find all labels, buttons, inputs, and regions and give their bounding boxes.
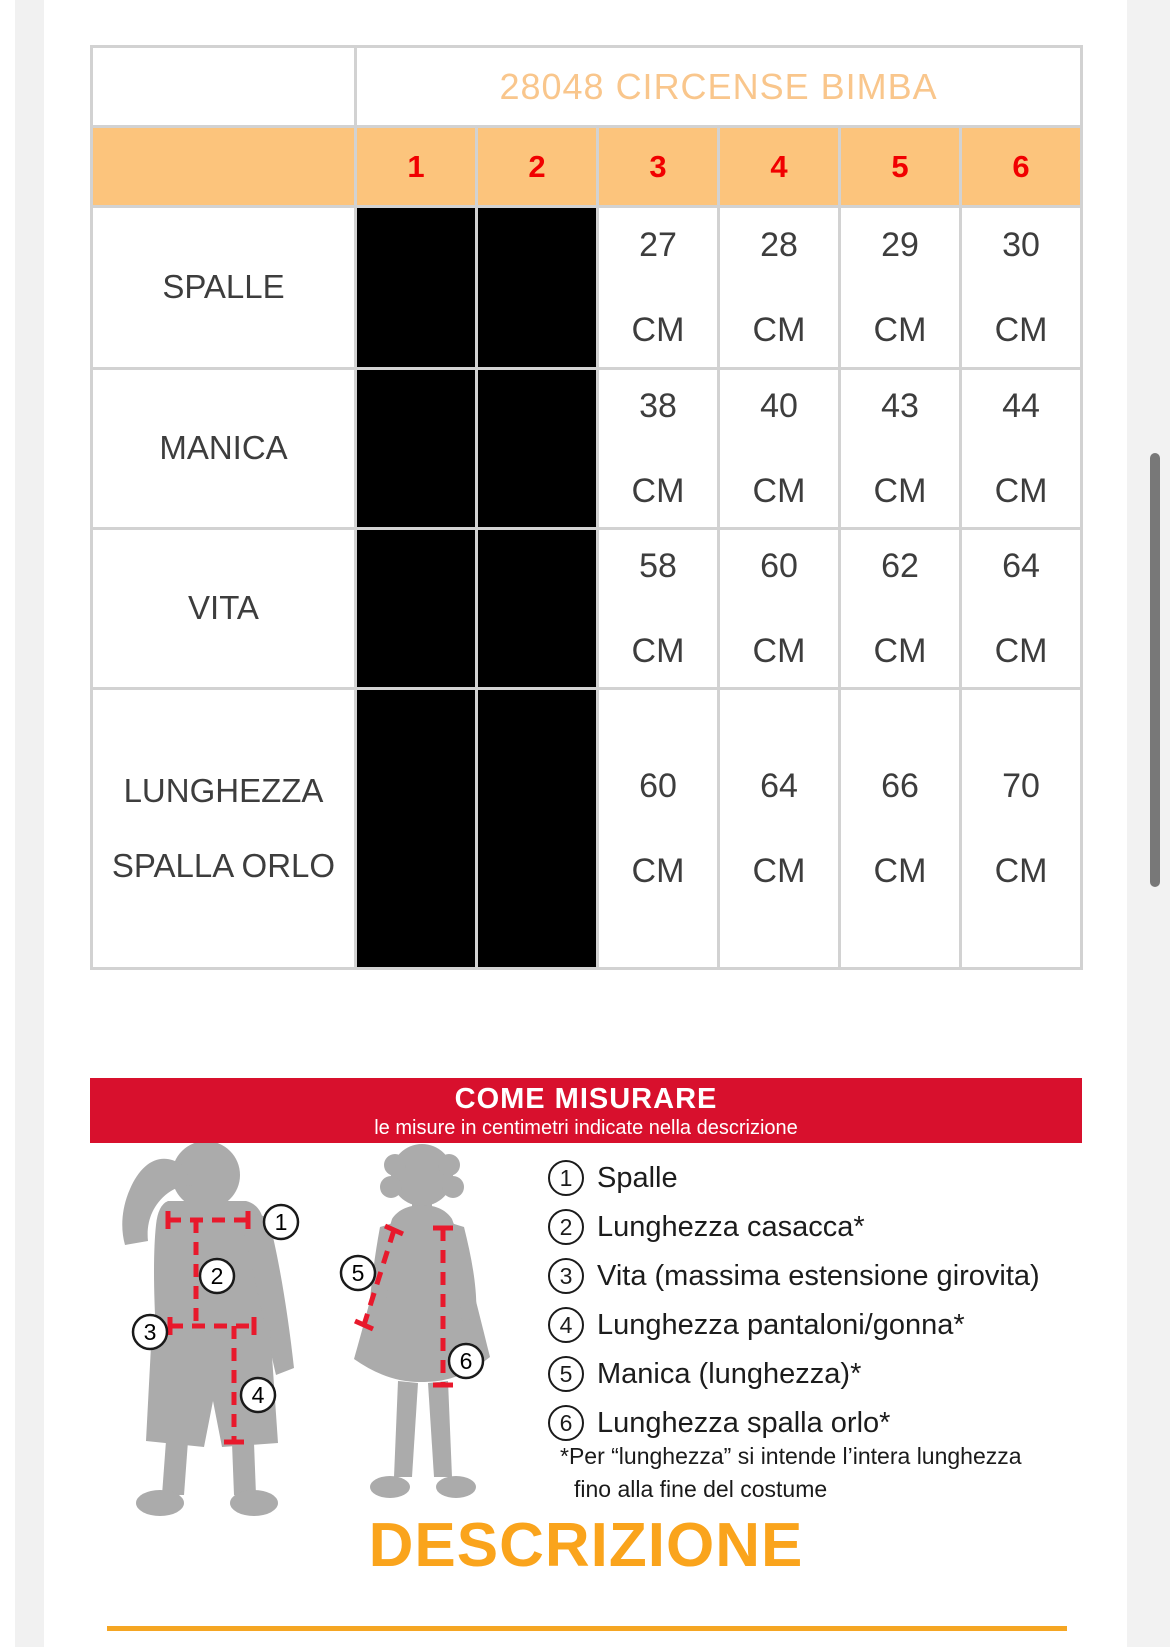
legend-item-label: Spalle bbox=[597, 1161, 678, 1194]
legend-number-badge: 4 bbox=[548, 1307, 584, 1343]
measurement-cell: 28 CM bbox=[719, 207, 840, 369]
measurement-row bbox=[92, 529, 1082, 689]
unavailable-size-cell bbox=[477, 369, 598, 529]
row-label: VITA bbox=[92, 529, 356, 689]
legend-item-label: Vita (massima estensione girovita) bbox=[597, 1259, 1040, 1292]
measurement-cell: 27 CM bbox=[598, 207, 719, 369]
row-label: LUNGHEZZA SPALLA ORLO bbox=[92, 689, 356, 969]
orange-divider bbox=[107, 1626, 1067, 1631]
legend-number-badge: 6 bbox=[548, 1405, 584, 1441]
footnote-line-2: fino alla fine del costume bbox=[574, 1476, 828, 1503]
table-title-row bbox=[92, 47, 1082, 127]
empty-size-label-cell bbox=[92, 127, 356, 207]
empty-corner-cell bbox=[92, 47, 356, 127]
marker-4: 4 bbox=[251, 1382, 265, 1408]
measurement-cell: 60 CM bbox=[719, 529, 840, 689]
measurement-cell: 64 CM bbox=[719, 689, 840, 969]
measurement-cell: 66 CM bbox=[840, 689, 961, 969]
measure-legend-list bbox=[548, 1160, 1040, 1454]
scrollbar-track[interactable] bbox=[1127, 0, 1170, 1647]
measure-legend-item bbox=[548, 1307, 1040, 1343]
legend-number-badge: 5 bbox=[548, 1356, 584, 1392]
measurement-cell: 40 CM bbox=[719, 369, 840, 529]
measurement-cell: 58 CM bbox=[598, 529, 719, 689]
size-column-header: 5 bbox=[840, 127, 961, 207]
marker-2: 2 bbox=[210, 1263, 224, 1289]
unavailable-size-cell bbox=[477, 529, 598, 689]
marker-6: 6 bbox=[459, 1348, 473, 1374]
legend-item-label: Lunghezza spalla orlo* bbox=[597, 1406, 891, 1439]
measurement-cell: 29 CM bbox=[840, 207, 961, 369]
size-chart-table bbox=[90, 45, 1083, 970]
window-left-edge bbox=[15, 0, 44, 1647]
measure-legend-item bbox=[548, 1209, 1040, 1245]
marker-3: 3 bbox=[143, 1319, 157, 1345]
unavailable-size-cell bbox=[356, 369, 477, 529]
size-column-header: 4 bbox=[719, 127, 840, 207]
banner-title: COME MISURARE bbox=[454, 1083, 718, 1115]
product-title: 28048 CIRCENSE BIMBA bbox=[356, 47, 1082, 127]
measurement-cell: 38 CM bbox=[598, 369, 719, 529]
measurement-cell: 64 CM bbox=[961, 529, 1082, 689]
measurement-row bbox=[92, 369, 1082, 529]
description-heading: DESCRIZIONE bbox=[368, 1511, 804, 1580]
measurement-diagram bbox=[92, 1143, 522, 1533]
measurement-row bbox=[92, 207, 1082, 369]
size-header-row bbox=[92, 127, 1082, 207]
come-misurare-banner bbox=[90, 1078, 1082, 1143]
size-column-header: 3 bbox=[598, 127, 719, 207]
legend-item-label: Lunghezza casacca* bbox=[597, 1210, 865, 1243]
row-label: SPALLE bbox=[92, 207, 356, 369]
measurement-cell: 60 CM bbox=[598, 689, 719, 969]
unavailable-size-cell bbox=[356, 207, 477, 369]
unavailable-size-cell bbox=[356, 529, 477, 689]
legend-item-label: Manica (lunghezza)* bbox=[597, 1357, 862, 1390]
measure-legend-item bbox=[548, 1405, 1040, 1441]
girl-silhouette bbox=[351, 1144, 490, 1498]
footnote-line-1: *Per “lunghezza” si intende l’intera lunghezza bbox=[560, 1443, 1022, 1469]
marker-5: 5 bbox=[351, 1260, 365, 1286]
legend-number-badge: 3 bbox=[548, 1258, 584, 1294]
size-column-header: 2 bbox=[477, 127, 598, 207]
unavailable-size-cell bbox=[477, 207, 598, 369]
size-column-header: 6 bbox=[961, 127, 1082, 207]
legend-number-badge: 1 bbox=[548, 1160, 584, 1196]
legend-item-label: Lunghezza pantaloni/gonna* bbox=[597, 1308, 965, 1341]
measure-legend-item bbox=[548, 1356, 1040, 1392]
unavailable-size-cell bbox=[356, 689, 477, 969]
measure-legend-item bbox=[548, 1160, 1040, 1196]
row-label: MANICA bbox=[92, 369, 356, 529]
unavailable-size-cell bbox=[477, 689, 598, 969]
measure-legend-item bbox=[548, 1258, 1040, 1294]
measurement-row bbox=[92, 689, 1082, 969]
measurement-cell: 62 CM bbox=[840, 529, 961, 689]
measurement-cell: 43 CM bbox=[840, 369, 961, 529]
measurement-cell: 70 CM bbox=[961, 689, 1082, 969]
marker-1: 1 bbox=[274, 1209, 288, 1235]
measurement-cell: 44 CM bbox=[961, 369, 1082, 529]
legend-number-badge: 2 bbox=[548, 1209, 584, 1245]
measurement-cell: 30 CM bbox=[961, 207, 1082, 369]
banner-subtitle: le misure in centimetri indicate nella descrizione bbox=[374, 1117, 798, 1139]
scrollbar-thumb[interactable] bbox=[1150, 453, 1160, 887]
length-footnote bbox=[560, 1440, 1022, 1507]
size-column-header: 1 bbox=[356, 127, 477, 207]
